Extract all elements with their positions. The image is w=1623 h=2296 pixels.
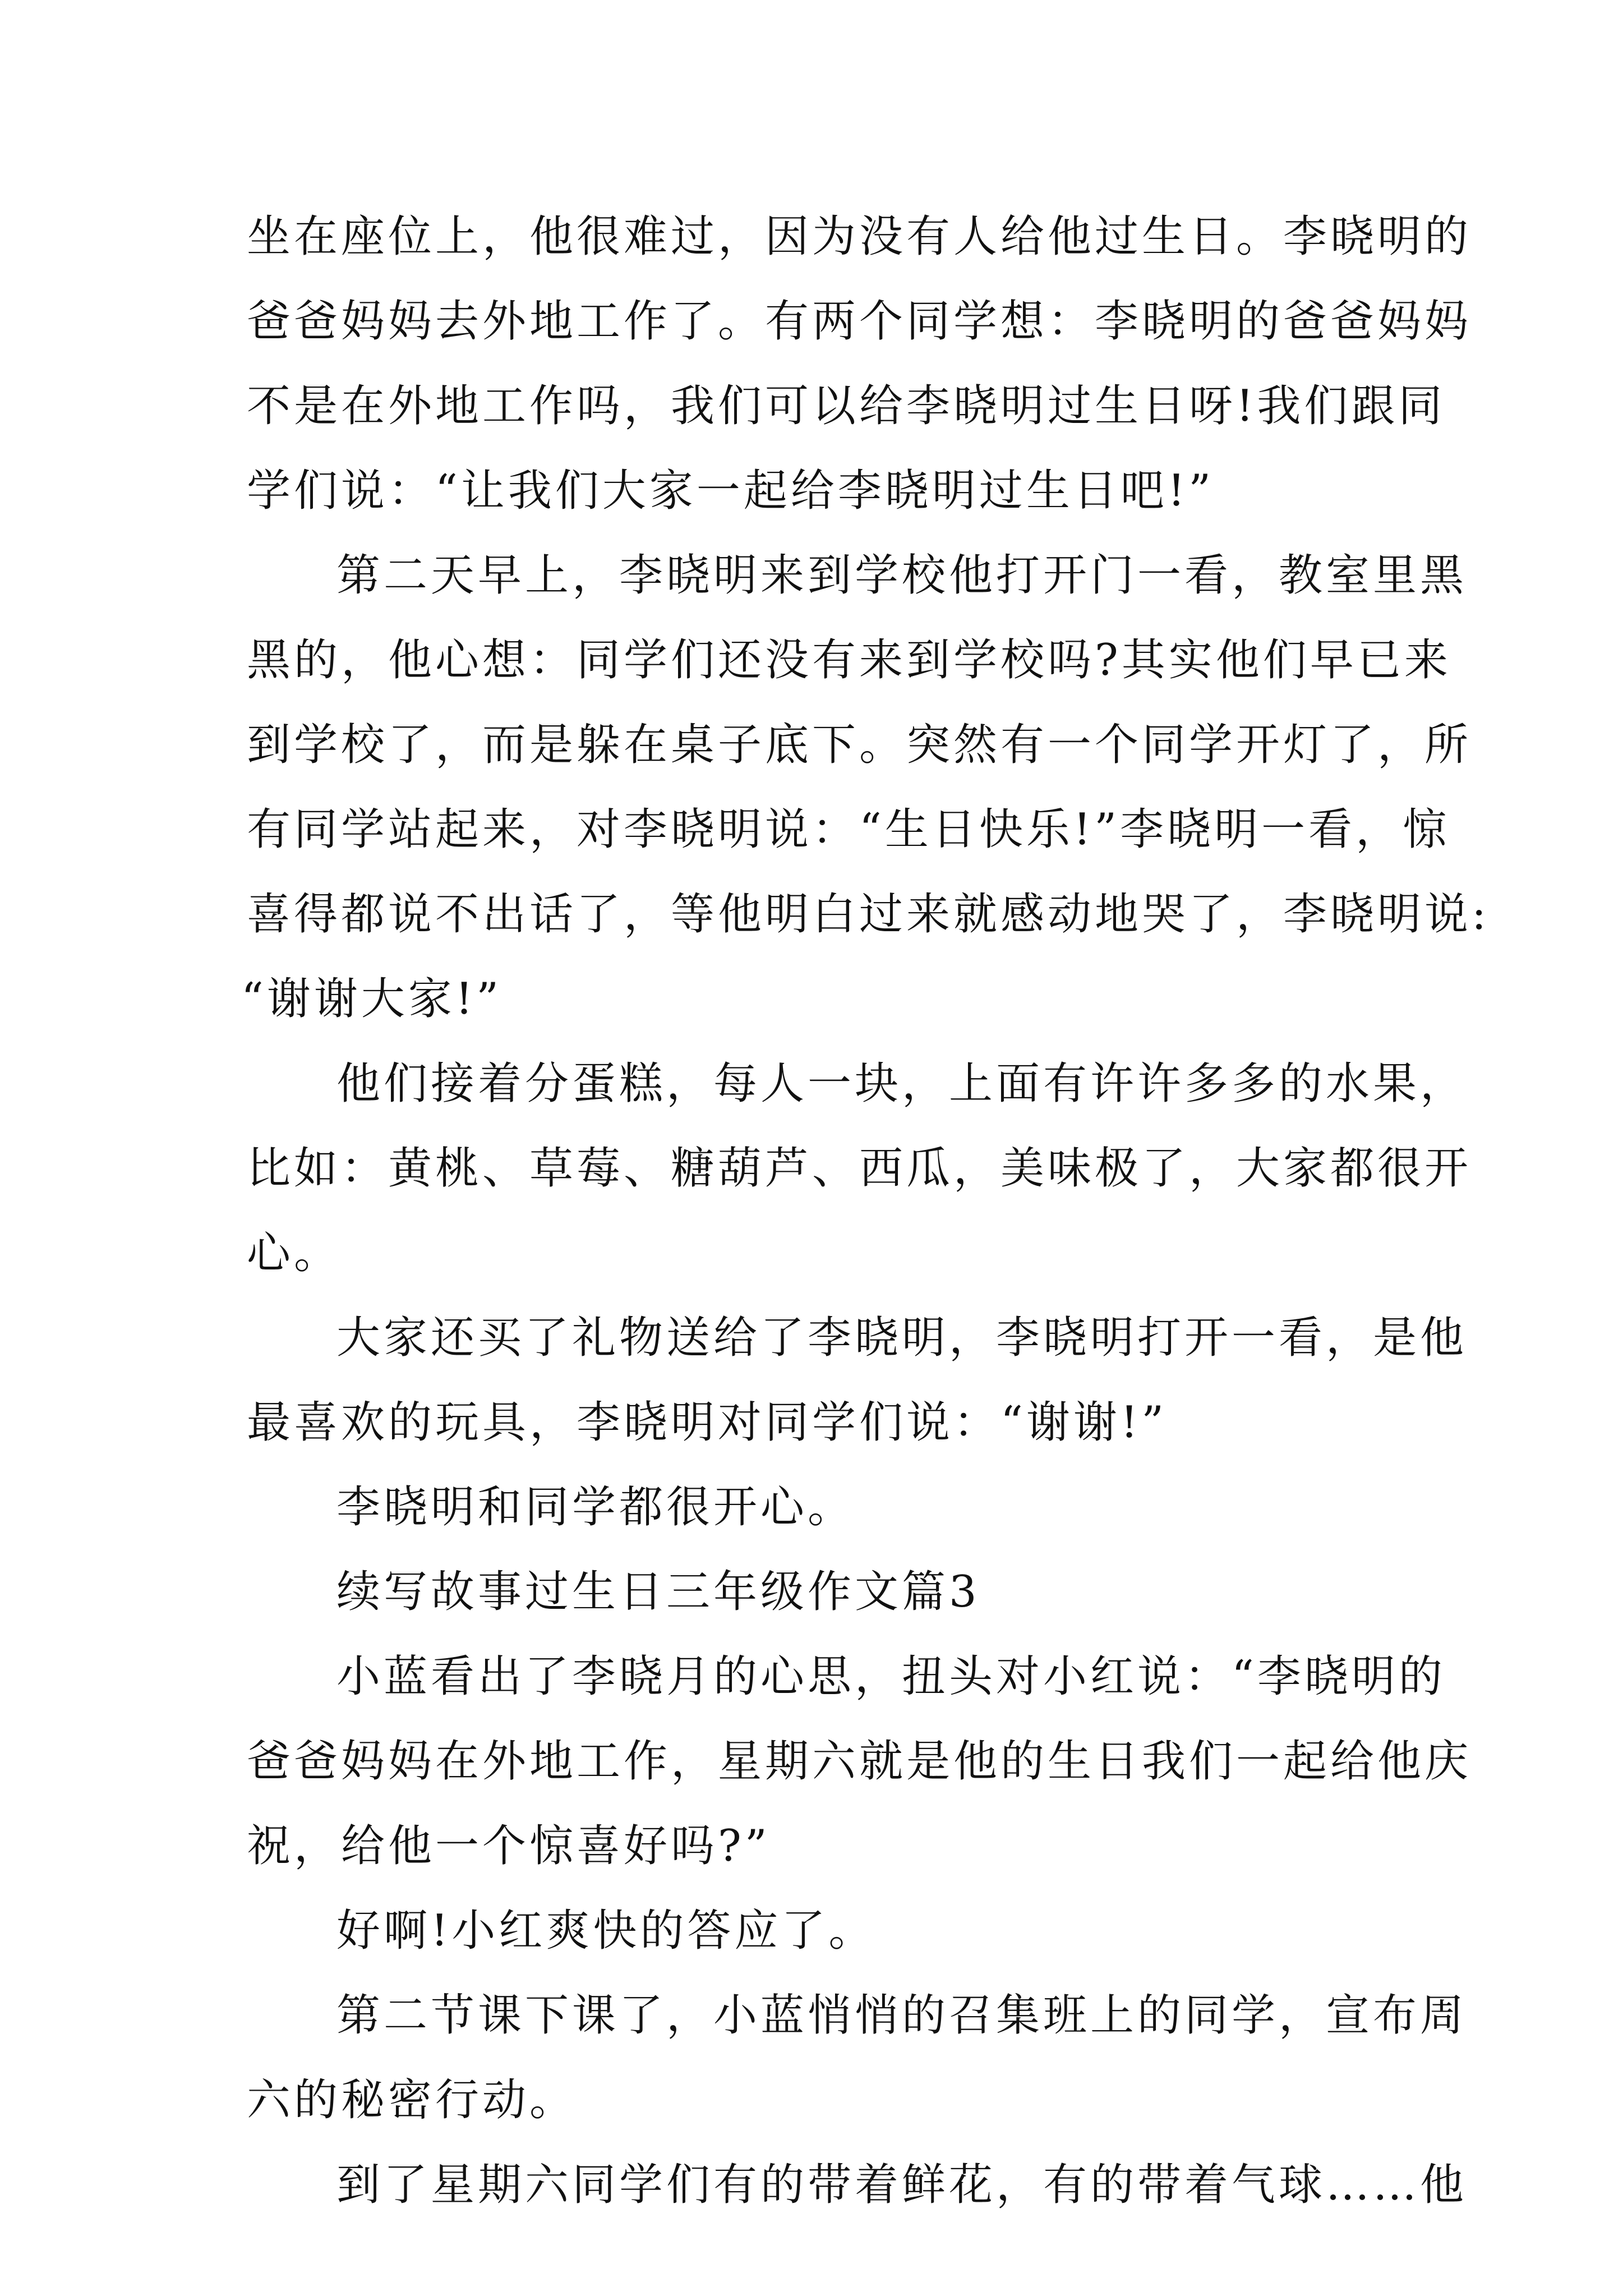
text-line: 李晓明和同学都很开心。 xyxy=(336,1482,855,1533)
text-line: 到了星期六同学们有的带着鲜花，有的带着气球……他 xyxy=(336,2160,1468,2210)
text-line: 喜得都说不出话了，等他明白过来就感动地哭了，李晓明说: xyxy=(247,889,1490,940)
text-line: 小蓝看出了李晓月的心思，扭头对小红说：“李晓明的 xyxy=(336,1651,1446,1702)
text-line: 学们说：“让我们大家一起给李晓明过生日吧!” xyxy=(247,466,1215,516)
text-line: 到学校了，而是躲在桌子底下。突然有一个同学开灯了，所 xyxy=(247,720,1472,770)
text-line: 有同学站起来，对李晓明说：“生日快乐!”李晓明一看，惊 xyxy=(247,804,1450,855)
text-line: 他们接着分蛋糕，每人一块，上面有许许多多的水果， xyxy=(336,1059,1468,1109)
text-line: 好啊!小红爽快的答应了。 xyxy=(336,1906,876,1956)
text-line: 爸爸妈妈在外地工作，星期六就是他的生日我们一起给他庆 xyxy=(247,1736,1472,1787)
text-line: 爸爸妈妈去外地工作了。有两个同学想：李晓明的爸爸妈妈 xyxy=(247,296,1472,347)
text-line: 大家还买了礼物送给了李晓明，李晓明打开一看，是他 xyxy=(336,1313,1468,1363)
text-line: 第二天早上，李晓明来到学校他打开门一看，教室里黑 xyxy=(336,550,1468,601)
text-line: “谢谢大家!” xyxy=(241,974,502,1024)
text-line: 黑的，他心想：同学们还没有来到学校吗?其实他们早已来 xyxy=(247,635,1451,685)
text-line: 坐在座位上，他很难过，因为没有人给他过生日。李晓明的 xyxy=(247,211,1472,262)
text-line: 最喜欢的玩具，李晓明对同学们说：“谢谢!” xyxy=(247,1397,1168,1448)
text-line: 第二节课下课了，小蓝悄悄的召集班上的同学，宣布周 xyxy=(336,1990,1468,2041)
section-heading: 续写故事过生日三年级作文篇3 xyxy=(336,1567,980,1617)
text-line: 六的秘密行动。 xyxy=(247,2075,577,2125)
text-line: 比如：黄桃、草莓、糖葫芦、西瓜，美味极了，大家都很开 xyxy=(247,1143,1472,1194)
text-line: 心。 xyxy=(247,1228,342,1278)
text-line: 不是在外地工作吗，我们可以给李晓明过生日呀!我们跟同 xyxy=(247,381,1446,431)
text-line: 祝，给他一个惊喜好吗?” xyxy=(247,1821,771,1871)
